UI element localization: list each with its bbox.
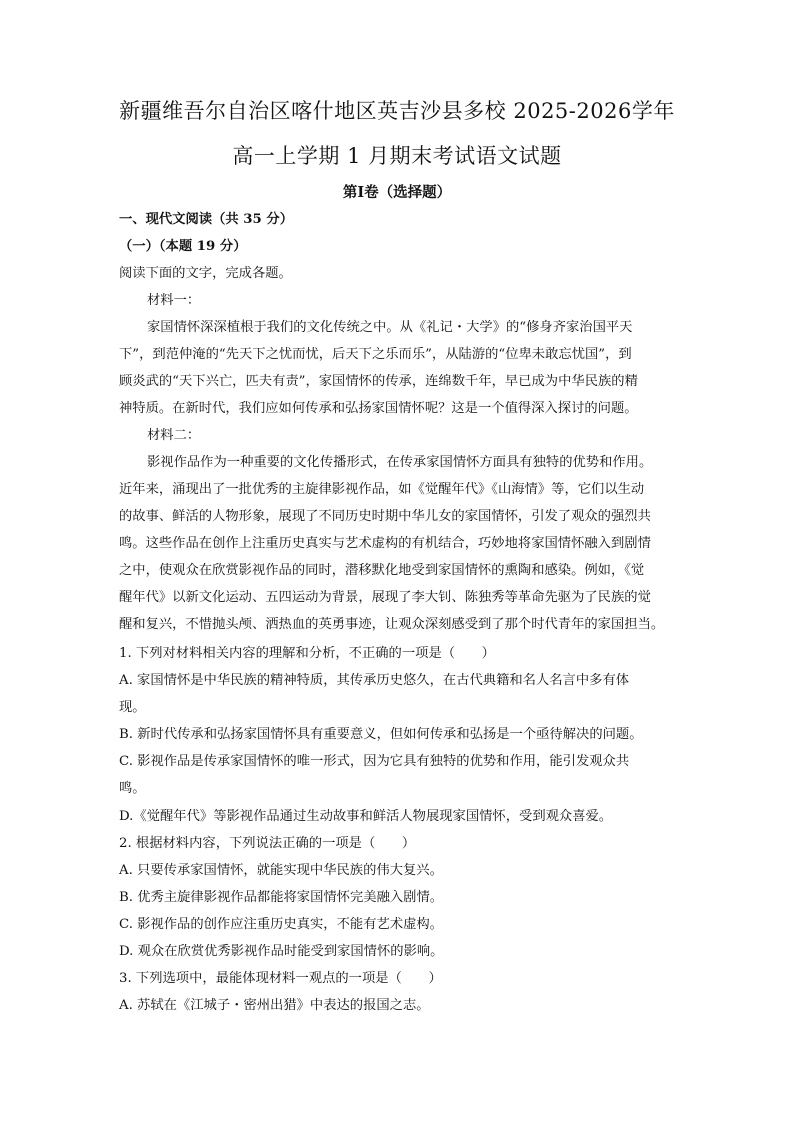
exam-title-line2: 高一上学期 1 月期末考试语文试题 — [232, 144, 562, 168]
question3-stem: 3. 下列选项中，最能体现材料一观点的一项是（ ） — [119, 971, 442, 986]
question2-option: B. 优秀主旋律影视作品都能将家国情怀完美融入剧情。 — [119, 890, 444, 905]
material1-line: 顾炎武的“天下兴亡，匹夫有责”，家国情怀的传承，连绵数千年，早已成为中华民族的精 — [119, 374, 638, 389]
material1-line: 家国情怀深深植根于我们的文化传统之中。从《礼记・大学》的“修身齐家治国平天 — [147, 320, 633, 335]
question2-option: C. 影视作品的创作应注重历史真实，不能有艺术虚构。 — [119, 917, 443, 932]
material1-line: 神特质。在新时代，我们应如何传承和弘扬家国情怀呢？这是一个值得深入探讨的问题。 — [119, 401, 638, 416]
question1-option: 鸣。 — [119, 781, 146, 796]
exam-title-line1: 新疆维吾尔自治区喀什地区英吉沙县多校 2025-2026学年 — [119, 99, 675, 123]
material2-line: 鸣。这些作品在创作上注重历史真实与艺术虚构的有机结合，巧妙地将家国情怀融入到剧情 — [119, 536, 651, 551]
question1-option: B. 新时代传承和弘扬家国情怀具有重要意义，但如何传承和弘扬是一个亟待解决的问题。 — [119, 727, 643, 742]
material2-label: 材料二： — [147, 428, 201, 443]
material2-line: 的故事、鲜活的人物形象，展现了不同历史时期中华儿女的家国情怀，引发了观众的强烈共 — [119, 509, 651, 524]
question3-option: A. 苏轼在《江城子・密州出猎》中表达的报国之志。 — [119, 998, 430, 1013]
material1-line: 下”，到范仲淹的“先天下之忧而忧，后天下之乐而乐”，从陆游的“位卑未敢忘忧国”，到 — [119, 347, 632, 362]
question2-option: D. 观众在欣赏优秀影视作品时能受到家国情怀的影响。 — [119, 944, 444, 959]
material2-line: 醒和复兴，不惜抛头颅、洒热血的英勇事迹，让观众深刻感受到了那个时代青年的家国担当。 — [119, 617, 665, 632]
part-title: 第Ⅰ卷（选择题） — [342, 184, 452, 201]
question1-option: D.《觉醒年代》等影视作品通过生动故事和鲜活人物展现家国情怀，受到观众喜爱。 — [119, 809, 613, 824]
question2-stem: 2. 根据材料内容，下列说法正确的一项是（ ） — [119, 836, 416, 851]
question1-option: A. 家国情怀是中华民族的精神特质，其传承历史悠久，在古代典籍和名人名言中多有体 — [119, 673, 630, 688]
material2-line: 影视作品作为一种重要的文化传播形式，在传承家国情怀方面具有独特的优势和作用。 — [147, 455, 653, 470]
section-heading: 一、现代文阅读（共 35 分） — [119, 212, 294, 227]
material1-label: 材料一： — [147, 293, 201, 308]
material2-line: 之中，使观众在欣赏影视作品的同时，潜移默化地受到家国情怀的熏陶和感染。例如，《觉 — [119, 563, 645, 578]
question1-option: C. 影视作品是传承家国情怀的唯一形式，因为它具有独特的优势和作用，能引发观众共 — [119, 754, 630, 769]
question1-stem: 1. 下列对材料相关内容的理解和分析，不正确的一项是（ ） — [119, 646, 495, 661]
material2-line: 近年来，涌现出了一批优秀的主旋律影视作品，如《觉醒年代》《山海情》等，它们以生动 — [119, 482, 645, 497]
question2-option: A. 只要传承家国情怀，就能实现中华民族的伟大复兴。 — [119, 863, 443, 878]
material2-line: 醒年代》以新文化运动、五四运动为背景，展现了李大钊、陈独秀等革命先驱为了民族的觉 — [119, 590, 651, 605]
question1-option: 现。 — [119, 700, 146, 715]
sub-heading: （一）（本题 19 分） — [119, 239, 247, 254]
instruction-text: 阅读下面的文字，完成各题。 — [119, 266, 292, 281]
